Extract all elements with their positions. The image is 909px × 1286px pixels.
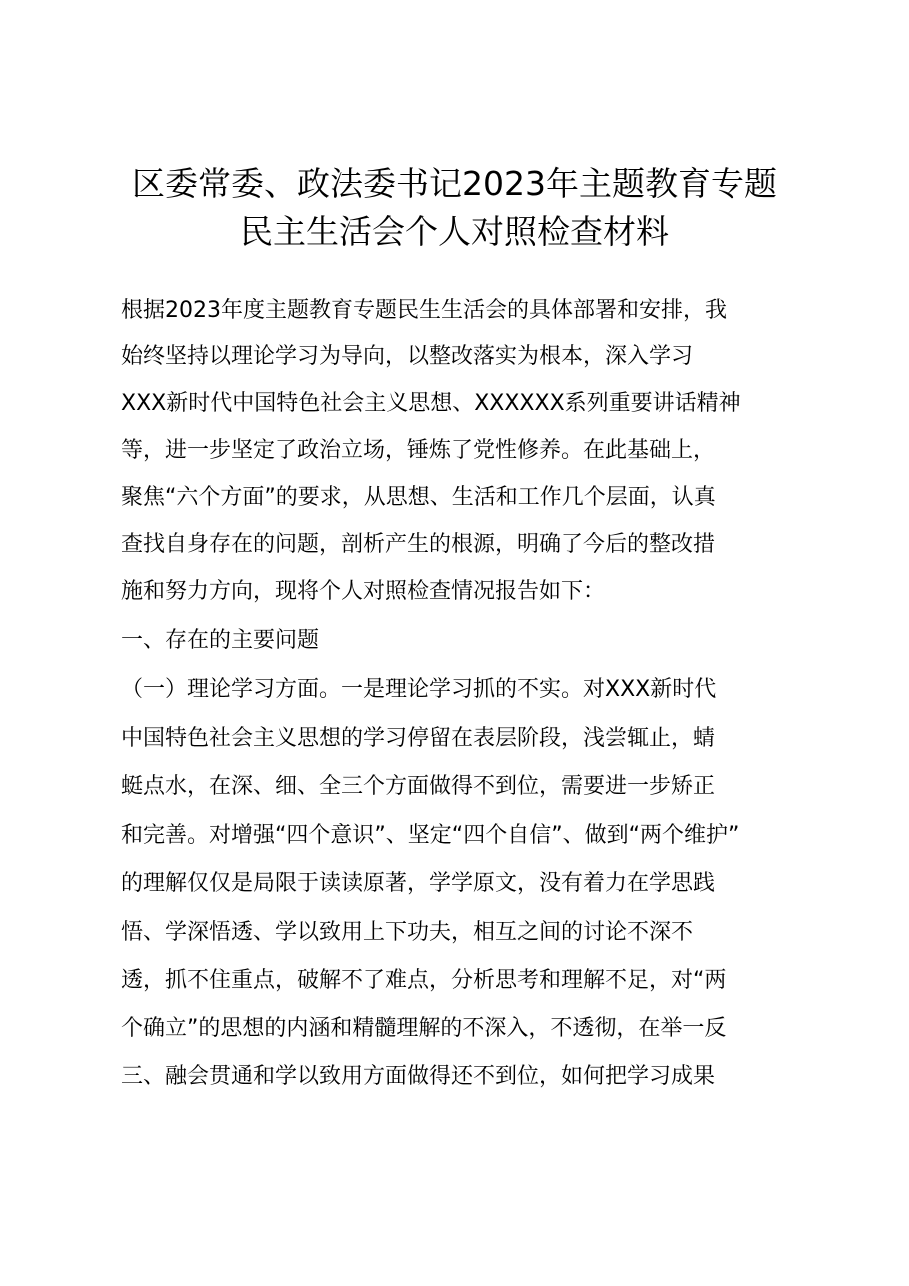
body-line: XXX新时代中国特色社会主义思想、XXXXXX系列重要讲话精神 (121, 391, 741, 416)
document-title-line-2: 民主生活会个人对照检查材料 (240, 212, 669, 251)
section-heading: 一、存在的主要问题 (121, 628, 320, 653)
body-line: 施和努力方向，现将个人对照检查情况报告如下： (121, 579, 606, 604)
body-line: 聚焦“六个方面”的要求，从思想、生活和工作几个层面，认真 (121, 485, 716, 510)
body-line: （一）理论学习方面。一是理论学习抓的不实。对XXX新时代 (121, 677, 717, 702)
body-line: 始终坚持以理论学习为导向，以整改落实为根本，深入学习 (121, 344, 694, 369)
body-line: 中国特色社会主义思想的学习停留在表层阶段，浅尝辄止，蜻 (121, 726, 716, 751)
body-line: 和完善。对增强“四个意识”、坚定“四个自信”、做到“两个维护” (121, 823, 740, 848)
body-line: 的理解仅仅是局限于读读原著，学学原文，没有着力在学思践 (121, 871, 716, 896)
document-title-line-1: 区委常委、政法委书记2023年主题教育专题 (132, 164, 777, 203)
body-line: 透，抓不住重点，破解不了难点，分析思考和理解不足，对“两 (121, 968, 727, 993)
body-line: 悟、学深悟透、学以致用上下功夫，相互之间的讨论不深不 (121, 920, 694, 945)
body-line: 根据2023年度主题教育专题民生生活会的具体部署和安排，我 (121, 298, 727, 323)
body-line: 个确立”的思想的内涵和精髓理解的不深入，不透彻，在举一反 (121, 1016, 727, 1041)
body-line: 三、融会贯通和学以致用方面做得还不到位，如何把学习成果 (121, 1064, 716, 1089)
body-line: 蜓点水，在深、细、全三个方面做得不到位，需要进一步矫正 (121, 774, 716, 799)
body-line: 查找自身存在的问题，剖析产生的根源，明确了今后的整改措 (121, 532, 716, 557)
body-line: 等，进一步坚定了政治立场，锤炼了党性修养。在此基础上， (121, 438, 716, 463)
